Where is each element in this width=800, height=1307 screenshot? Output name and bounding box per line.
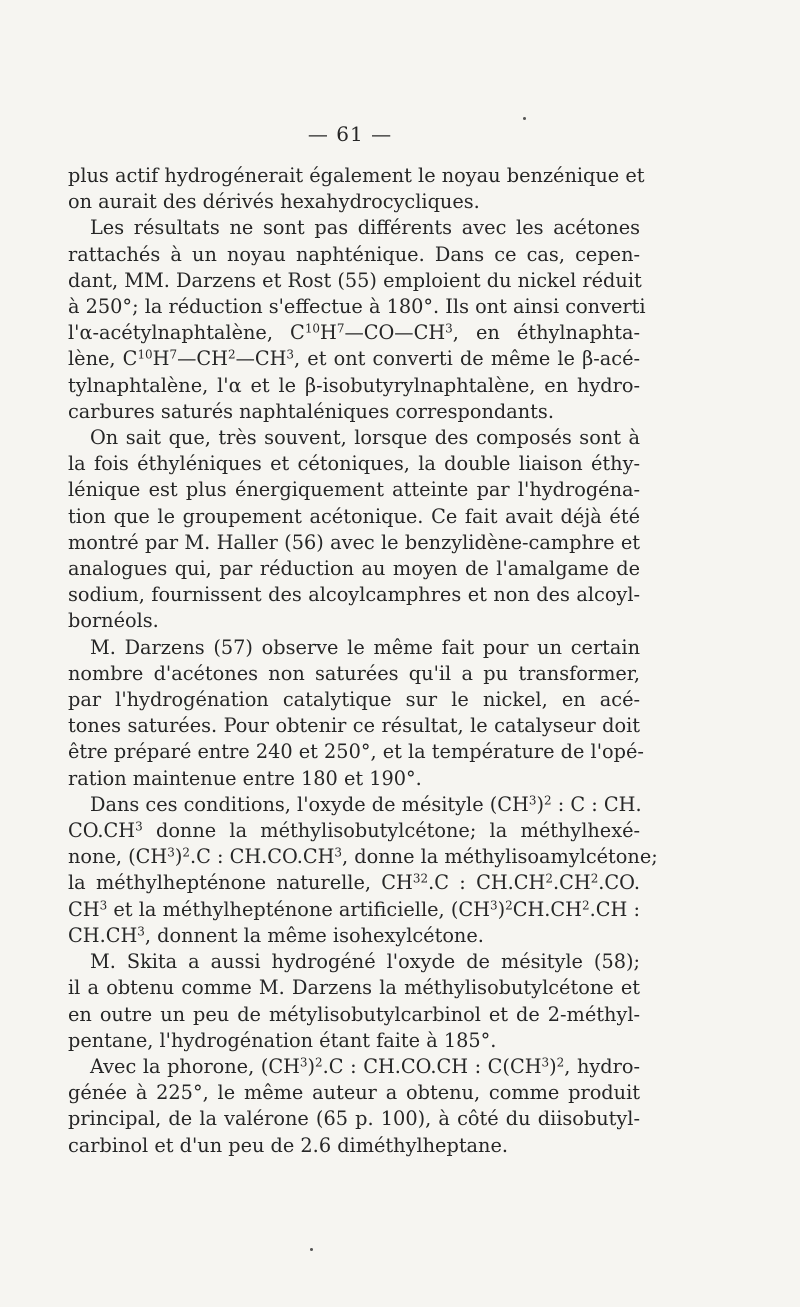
- superscript: 2: [590, 871, 599, 886]
- paragraph-5: [68, 792, 658, 949]
- text-line: dant, MM. Darzens et Rost (55) emploient du nickel réduit: [68, 268, 642, 292]
- text-line: $CO.CH^3$ donne la méthylisobutylcétone; la méthylhexé-: [68, 819, 640, 843]
- text-line: Avec la phorone, $(CH^3)^2.C$ : CH.CO.CH : $C(CH^3)^2$, hydro-: [90, 1054, 640, 1078]
- paragraph-6: [68, 949, 640, 1054]
- text-line: en outre un peu de métylisobutylcarbinol et de 2-méthyl-: [68, 1002, 640, 1026]
- text-line: carbures saturés naphtaléniques correspondants.: [68, 399, 554, 423]
- text-line: tylnaphtalène, l'α et le β-isobutyrylnaphtalène, en hydro-: [68, 373, 640, 397]
- text-line: M. Darzens (57) observe le même fait pour un certain: [90, 635, 640, 659]
- text-line: ration maintenue entre 180 et 190°.: [68, 766, 422, 790]
- superscript: 3: [137, 924, 145, 939]
- text-line: pentane, l'hydrogénation étant faite à 185°.: [68, 1028, 497, 1052]
- text-line: M. Skita a aussi hydrogéné l'oxyde de mésityle (58);: [90, 950, 640, 974]
- paragraph-1: [68, 163, 645, 215]
- text-line: nombre d'acétones non saturées qu'il a pu transformer,: [68, 661, 640, 685]
- superscript: 10: [137, 347, 153, 362]
- text-line: rattachés à un noyau naphténique. Dans ce cas, cepen-: [68, 242, 640, 266]
- page-number: — 61 —: [307, 122, 393, 146]
- text-line: $CH^3$ et la méthylhepténone artificielle, $(CH^3)^2CH.CH^2.CH$ :: [68, 897, 640, 921]
- text-line: analogues qui, par réduction au moyen de l'amalgame de: [68, 557, 640, 581]
- text-line: tion que le groupement acétonique. Ce fait avait déjà été: [68, 504, 640, 528]
- body-text: [68, 163, 658, 1159]
- text-line: par l'hydrogénation catalytique sur le nickel, en acé-: [68, 688, 640, 712]
- text-line: il a obtenu comme M. Darzens la méthylisobutylcétone et: [68, 976, 640, 1000]
- text-line: none, $(CH^3)^2.C$ : $CH.CO.CH^3$, donne la méthylisoamylcétone;: [68, 845, 658, 869]
- text-line: carbinol et d'un peu de 2.6 diméthylheptane.: [68, 1133, 509, 1157]
- text-line: tones saturées. Pour obtenir ce résultat, le catalyseur doit: [68, 714, 640, 738]
- paper-speck: [523, 117, 526, 120]
- text-line: la méthylhepténone naturelle, CH$^{32}$.C : $CH.CH^2.CH^2.CO$.: [68, 871, 640, 895]
- superscript: 10: [304, 321, 321, 336]
- text-line: plus actif hydrogénerait également le noyau benzénique et: [68, 164, 645, 187]
- text-line: montré par M. Haller (56) avec le benzylidène-camphre et: [68, 530, 640, 554]
- paragraph-4: [68, 635, 644, 792]
- text-line: sodium, fournissent des alcoylcamphres et non des alcoyl-: [68, 583, 640, 607]
- superscript: 2: [227, 347, 236, 362]
- superscript: 2: [505, 898, 513, 913]
- superscript: 3: [445, 321, 453, 336]
- superscript: 2: [182, 845, 190, 860]
- superscript: 3: [541, 1055, 550, 1070]
- text-line: on aurait des dérivés hexahydrocycliques.: [68, 190, 480, 214]
- paper-speck: [310, 1248, 313, 1251]
- text-line: Les résultats ne sont pas différents avec les acétones: [90, 216, 640, 240]
- superscript: 3: [299, 1055, 308, 1070]
- superscript: 3: [286, 347, 295, 362]
- superscript: 3: [489, 898, 498, 913]
- text-line: bornéols.: [68, 609, 159, 633]
- text-line: à 250°; la réduction s'effectue à 180°. Ils ont ainsi converti: [68, 295, 646, 319]
- superscript: 3: [528, 793, 537, 808]
- superscript: 3: [135, 819, 143, 834]
- superscript: 2: [544, 793, 552, 808]
- superscript: 3: [334, 845, 343, 860]
- text-line: génée à 225°, le même auteur a obtenu, comme produit: [68, 1081, 640, 1105]
- superscript: 3: [167, 845, 175, 860]
- paragraph-2: [68, 215, 646, 425]
- superscript: 32: [412, 871, 429, 886]
- superscript: 2: [556, 1055, 565, 1070]
- superscript: 3: [99, 898, 108, 913]
- superscript: 7: [336, 321, 345, 336]
- text-line: $CH.CH^3$, donnent la même isohexylcétone.: [68, 923, 484, 947]
- text-line: lénique est plus énergiquement atteinte par l'hydrogéna-: [68, 478, 640, 502]
- text-line: On sait que, très souvent, lorsque des composés sont à: [90, 426, 640, 450]
- text-line: la fois éthyléniques et cétoniques, la double liaison éthy-: [68, 452, 640, 476]
- text-line: l'α-acétylnaphtalène, $C^{10}H^7—CO—CH^3$, en éthylnaphta-: [68, 321, 640, 345]
- superscript: 2: [545, 871, 553, 886]
- superscript: 2: [581, 898, 590, 913]
- text-line: Dans ces conditions, l'oxyde de mésityle $(CH^3)^2$ : C : CH.: [90, 792, 642, 816]
- text-line: être préparé entre 240 et 250°, et la température de l'opé-: [68, 740, 644, 764]
- paragraph-7: [68, 1054, 640, 1159]
- superscript: 2: [315, 1055, 323, 1070]
- superscript: 7: [169, 347, 178, 362]
- text-line: lène, $C^{10}H^7—CH^2—CH^3$, et ont converti de même le β-acé-: [68, 347, 640, 371]
- paragraph-3: [68, 425, 640, 635]
- text-line: principal, de la valérone (65 p. 100), à côté du diisobutyl-: [68, 1107, 640, 1131]
